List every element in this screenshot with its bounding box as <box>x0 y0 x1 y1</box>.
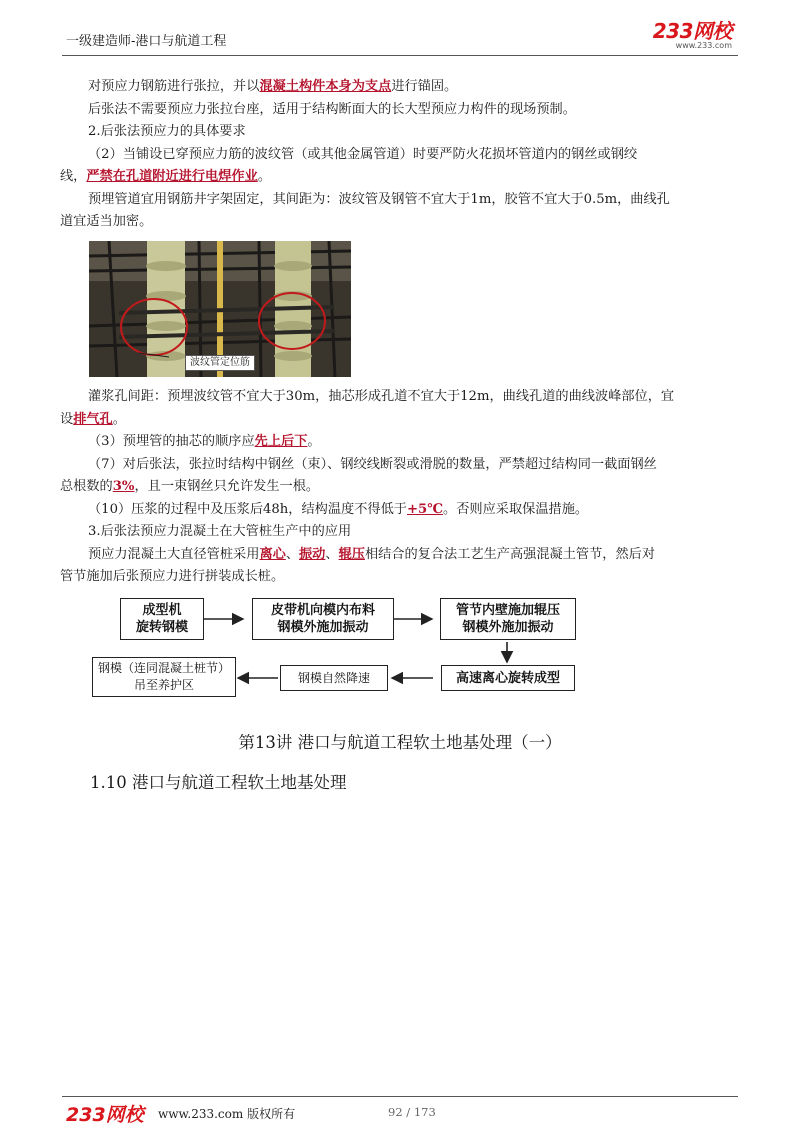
footer-copyright: www.233.com 版权所有 <box>158 1107 296 1121</box>
section-title: 1.10 港口与航道工程软土地基处理 <box>90 773 347 792</box>
flow-box-line: 皮带机向模内布料 <box>270 603 375 618</box>
paragraph-3: 2.后张法预应力的具体要求 <box>88 124 246 139</box>
highlight-text: 先上后下 <box>254 434 308 449</box>
flow-box-curing-area <box>92 657 236 697</box>
highlight-text: 严禁在孔道附近进行电焊作业 <box>86 169 258 184</box>
header-divider <box>62 55 738 56</box>
text: （10）压浆的过程中及压浆后48h，结构温度不得低于 <box>88 501 407 517</box>
paragraph-8: （7）对后张法，张拉时结构中钢丝（束）、钢绞线断裂或滑脱的数量，严禁超过结构同一截面钢丝 <box>88 456 657 472</box>
highlight-text: 3% <box>112 479 135 494</box>
flow-box-line: 旋转钢模 <box>135 620 188 635</box>
text: 设 <box>60 411 74 427</box>
text: 相结合的复合法工艺生产高强混凝土管节，然后对 <box>364 546 656 562</box>
logo-text: 233网校 <box>652 19 732 43</box>
paragraph-8-cont <box>60 476 736 499</box>
paragraph-4-cont <box>60 166 736 189</box>
text: 。 <box>257 169 271 184</box>
text: 。否则应采取保温措施。 <box>443 501 589 517</box>
highlight-text: 辊压 <box>338 546 365 562</box>
flow-box-line: 高速离心旋转成型 <box>455 670 560 686</box>
body-text-top <box>60 76 736 234</box>
flow-box-line: 成型机 <box>142 603 182 618</box>
footer-divider <box>62 1096 738 1097</box>
photo-corrugated-pipe <box>89 241 351 377</box>
paragraph-4 <box>88 144 736 167</box>
text: 。 <box>112 411 126 427</box>
highlight-text: 振动 <box>299 546 326 562</box>
highlight-text: 排气孔 <box>73 411 113 427</box>
page-number: 92 / 173 <box>388 1105 436 1119</box>
text: 进行锚固。 <box>391 79 458 94</box>
flow-box-belt-feeding <box>252 598 394 640</box>
paragraph-10: 3.后张法预应力混凝土在大管桩生产中的应用 <box>88 524 352 539</box>
paragraph-6: 灌浆孔间距：预埋波纹管不宜大于30m，抽芯形成孔道不宜大于12m，曲线孔道的曲线波峰部位，宜 <box>88 389 675 404</box>
flow-box-line: 钢模外施加振动 <box>462 620 554 635</box>
text: （3）预埋管的抽芯的顺序应 <box>88 434 255 449</box>
logo-url: www.233.com <box>675 41 732 50</box>
paragraph-11 <box>88 544 736 567</box>
flow-box-line: 管节内壁施加辊压 <box>455 603 560 618</box>
flow-box-line: 吊至养护区 <box>133 678 194 692</box>
flow-box-forming-machine <box>120 598 204 640</box>
text: （2）当铺设已穿预应力筋的波纹管（或其他金属管道）时要严防火花损坏管道内的钢丝或钢绞 <box>88 146 638 162</box>
flow-box-line: 钢模外施加振动 <box>277 620 369 635</box>
paragraph-5-cont: 道宜适当加密。 <box>60 214 153 229</box>
text: 。 <box>307 434 321 449</box>
text: 、 <box>285 546 299 562</box>
paragraph-1 <box>88 76 736 99</box>
lecture-title: 第13讲 港口与航道工程软土地基处理（一） <box>238 733 562 752</box>
text: 、 <box>325 546 339 562</box>
header-logo <box>653 20 732 50</box>
text: 总根数的 <box>60 479 113 494</box>
flow-box-centrifugal <box>441 665 575 691</box>
paragraph-7 <box>88 431 736 454</box>
text: 对预应力钢筋进行张拉，并以 <box>88 79 260 94</box>
flow-box-line: 钢模（连同混凝土桩节） <box>97 661 230 675</box>
paragraph-9 <box>88 499 736 522</box>
text: 线， <box>60 169 87 184</box>
flow-box-roller-press <box>440 598 576 640</box>
header-title: 一级建造师-港口与航道工程 <box>66 34 227 49</box>
highlight-text: 混凝土构件本身为支点 <box>259 79 392 94</box>
highlight-text: 离心 <box>259 546 286 562</box>
paragraph-6-cont <box>60 409 736 432</box>
flow-box-line: 钢模自然降速 <box>297 670 370 685</box>
body-text-middle <box>60 386 736 589</box>
paragraph-5: 预埋管道宜用钢筋井字架固定，其间距为：波纹管及钢管不宜大于1m，胶管不宜大于0.5m，曲线孔 <box>88 191 670 207</box>
paragraph-2: 后张法不需要预应力张拉台座，适用于结构断面大的长大型预应力构件的现场预制。 <box>88 101 576 117</box>
highlight-text: +5℃ <box>407 501 444 517</box>
text: ，且一束钢丝只允许发生一根。 <box>134 479 320 494</box>
flow-box-slowdown <box>280 665 388 691</box>
footer-logo: 233网校 <box>66 1104 144 1126</box>
photo-caption: 波纹管定位筋 <box>185 355 255 371</box>
text: 预应力混凝土大直径管桩采用 <box>88 546 260 562</box>
paragraph-11-cont: 管节施加后张预应力进行拼装成长桩。 <box>60 569 285 584</box>
